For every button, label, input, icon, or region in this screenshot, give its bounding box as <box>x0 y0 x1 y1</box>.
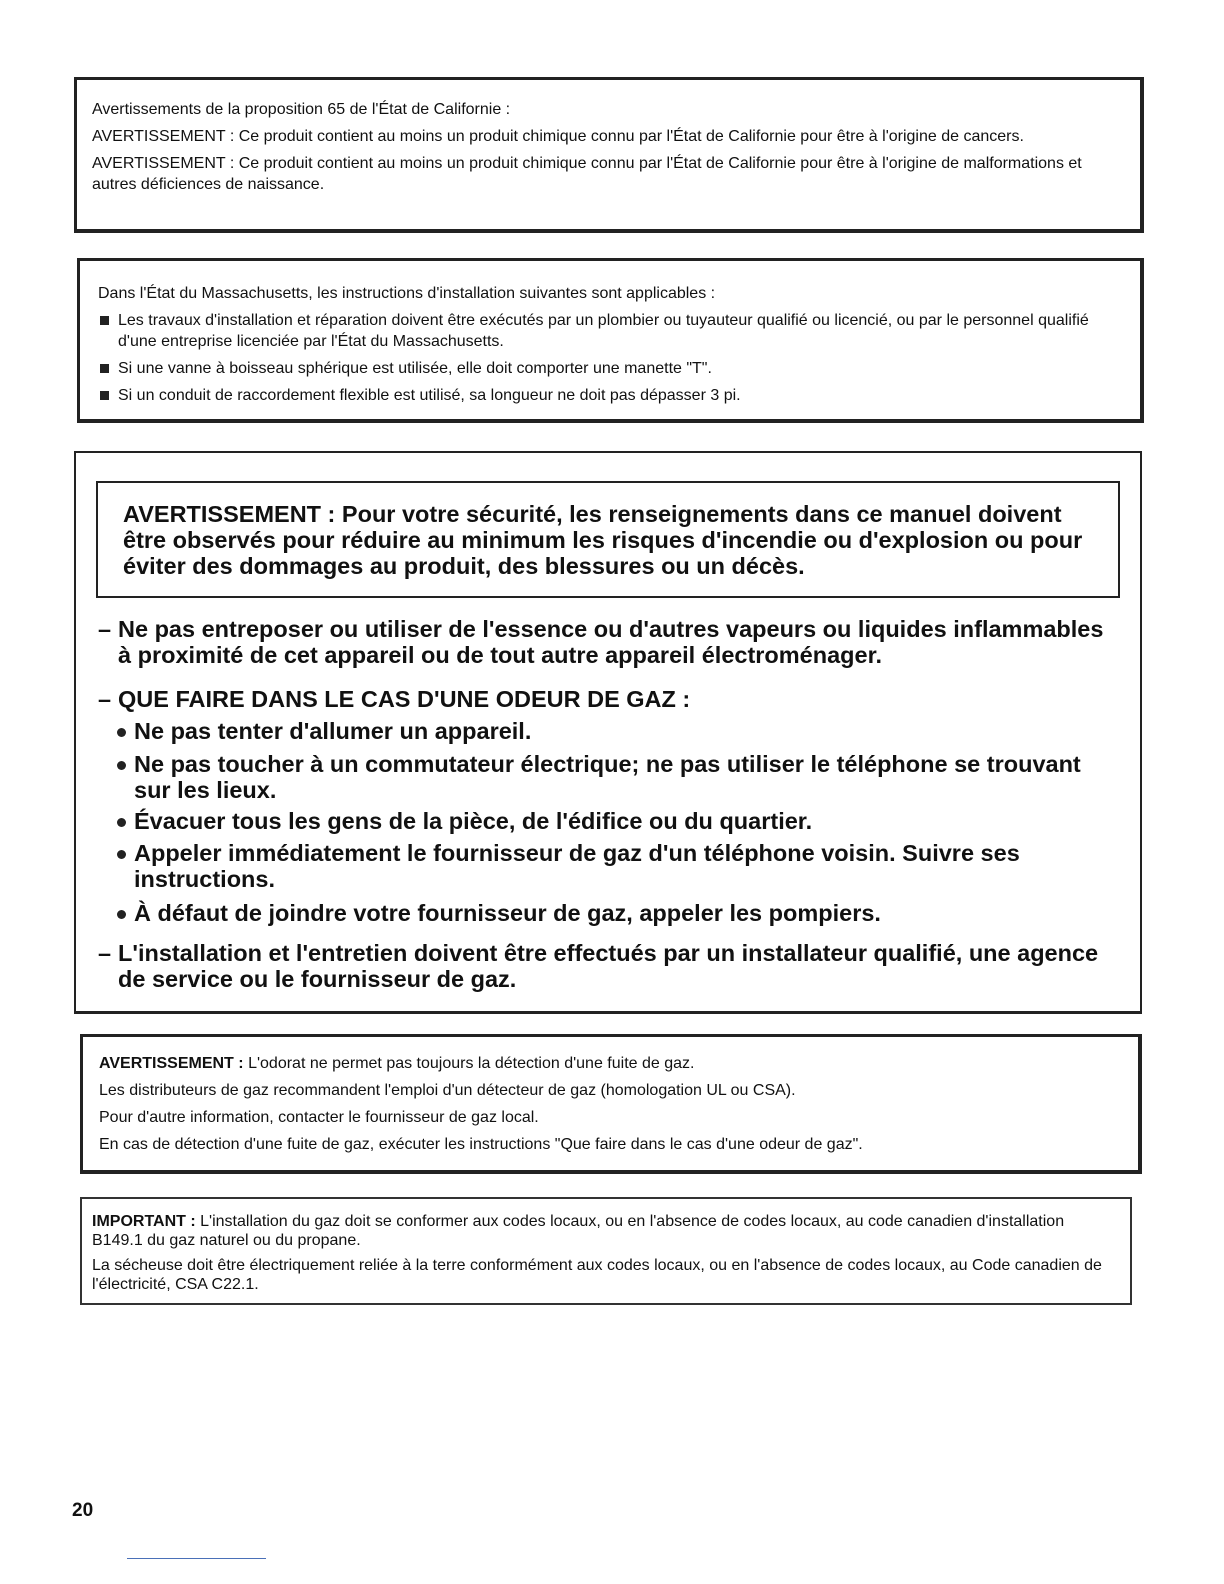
list-item-text: Si une vanne à boisseau sphérique est utilisée, elle doit comporter une manette "T". <box>118 360 712 377</box>
step-text: Ne pas tenter d'allumer un appareil. <box>134 718 532 744</box>
step-text: Ne pas toucher à un commutateur électrique; ne pas utiliser le téléphone se trouvant sur les lieux. <box>134 751 1081 803</box>
safety-warning-box <box>74 451 1142 1014</box>
safety-warning-banner <box>96 481 1120 598</box>
california-warning-birth-defects: AVERTISSEMENT : Ce produit contient au moins un produit chimique connu par l'État de Californie pour être à l'origine de malformations et autres déficiences de naissance. <box>92 155 1082 193</box>
square-bullet-icon <box>100 316 109 325</box>
gas-odor-step <box>114 751 1114 803</box>
footer-rule <box>127 1558 266 1559</box>
california-prop65-box <box>74 77 1144 233</box>
round-bullet-icon <box>117 910 126 919</box>
instruction-text: Ne pas entreposer ou utiliser de l'essence ou d'autres vapeurs ou liquides inflammables à proximité de cet appareil ou de tout autre appareil électroménager. <box>118 616 1104 668</box>
gas-warning-text: L'odorat ne permet pas toujours la détection d'une fuite de gaz. <box>248 1055 695 1072</box>
round-bullet-icon <box>117 728 126 737</box>
list-item-text: Les travaux d'installation et réparation doivent être exécutés par un plombier ou tuyauteur qualifié ou licencié, ou par le personnel qualifié d'une entreprise licenciée par l'État du Massachusetts. <box>118 312 1089 350</box>
instruction-text: L'installation et l'entretien doivent être effectués par un installateur qualifié, une agence de service ou le fournisseur de gaz. <box>118 940 1099 992</box>
qualified-installer-instruction <box>98 940 1118 992</box>
round-bullet-icon <box>117 850 126 859</box>
gas-odor-step <box>114 808 1114 834</box>
square-bullet-icon <box>100 391 109 400</box>
page-number: 20 <box>72 1500 94 1521</box>
list-item <box>98 358 1126 379</box>
important-label: IMPORTANT : <box>92 1213 196 1230</box>
instruction-text: QUE FAIRE DANS LE CAS D'UNE ODEUR DE GAZ : <box>118 686 691 712</box>
gas-detection-box <box>80 1034 1142 1174</box>
gas-detection-line: En cas de détection d'une fuite de gaz, exécuter les instructions "Que faire dans le cas d'une odeur de gaz". <box>99 1136 863 1153</box>
list-item <box>98 310 1126 352</box>
california-warning-cancer: AVERTISSEMENT : Ce produit contient au moins un produit chimique connu par l'État de Californie pour être à l'origine de cancers. <box>92 128 1024 145</box>
step-text: À défaut de joindre votre fournisseur de gaz, appeler les pompiers. <box>134 900 881 926</box>
safety-warning-text: AVERTISSEMENT : Pour votre sécurité, les renseignements dans ce manuel doivent être observés pour réduire au minimum les risques d'incendie ou d'explosion ou pour éviter des dommages au produit, des blessures ou un décès. <box>123 501 1083 579</box>
gas-odor-step <box>114 840 1114 892</box>
massachusetts-box <box>77 258 1144 423</box>
important-box <box>80 1197 1132 1305</box>
gas-detection-line: Les distributeurs de gaz recommandent l'emploi d'un détecteur de gaz (homologation UL ou CSA). <box>99 1082 796 1099</box>
round-bullet-icon <box>117 818 126 827</box>
gas-odor-step <box>114 900 1114 926</box>
list-item-text: Si un conduit de raccordement flexible est utilisé, sa longueur ne doit pas dépasser 3 pi. <box>118 387 741 404</box>
important-line: La sécheuse doit être électriquement reliée à la terre conformément aux codes locaux, ou en l'absence de codes locaux, au Code canadien de l'électricité, CSA C22.1. <box>92 1257 1102 1293</box>
square-bullet-icon <box>100 364 109 373</box>
gas-odor-heading <box>98 686 1118 712</box>
gas-detection-line <box>99 1053 1124 1074</box>
dash-bullet: – <box>98 940 112 966</box>
step-text: Appeler immédiatement le fournisseur de gaz d'un téléphone voisin. Suivre ses instructions. <box>134 840 1020 892</box>
step-text: Évacuer tous les gens de la pièce, de l'édifice ou du quartier. <box>134 808 813 834</box>
list-item <box>98 385 1126 406</box>
round-bullet-icon <box>117 761 126 770</box>
gas-odor-step <box>114 718 1114 744</box>
gas-warning-label: AVERTISSEMENT : <box>99 1055 244 1072</box>
important-line <box>92 1212 1116 1250</box>
gas-detection-line: Pour d'autre information, contacter le fournisseur de gaz local. <box>99 1109 539 1126</box>
massachusetts-heading: Dans l'État du Massachusetts, les instructions d'installation suivantes sont applicables : <box>98 285 716 302</box>
dash-bullet: – <box>98 616 112 642</box>
dash-bullet: – <box>98 686 112 712</box>
important-text: L'installation du gaz doit se conformer aux codes locaux, ou en l'absence de codes locaux, au code canadien d'installation B149.1 du gaz naturel ou du propane. <box>92 1213 1065 1249</box>
california-heading: Avertissements de la proposition 65 de l'État de Californie : <box>92 101 511 118</box>
massachusetts-list <box>98 310 1126 406</box>
no-flammables-instruction <box>98 616 1118 668</box>
